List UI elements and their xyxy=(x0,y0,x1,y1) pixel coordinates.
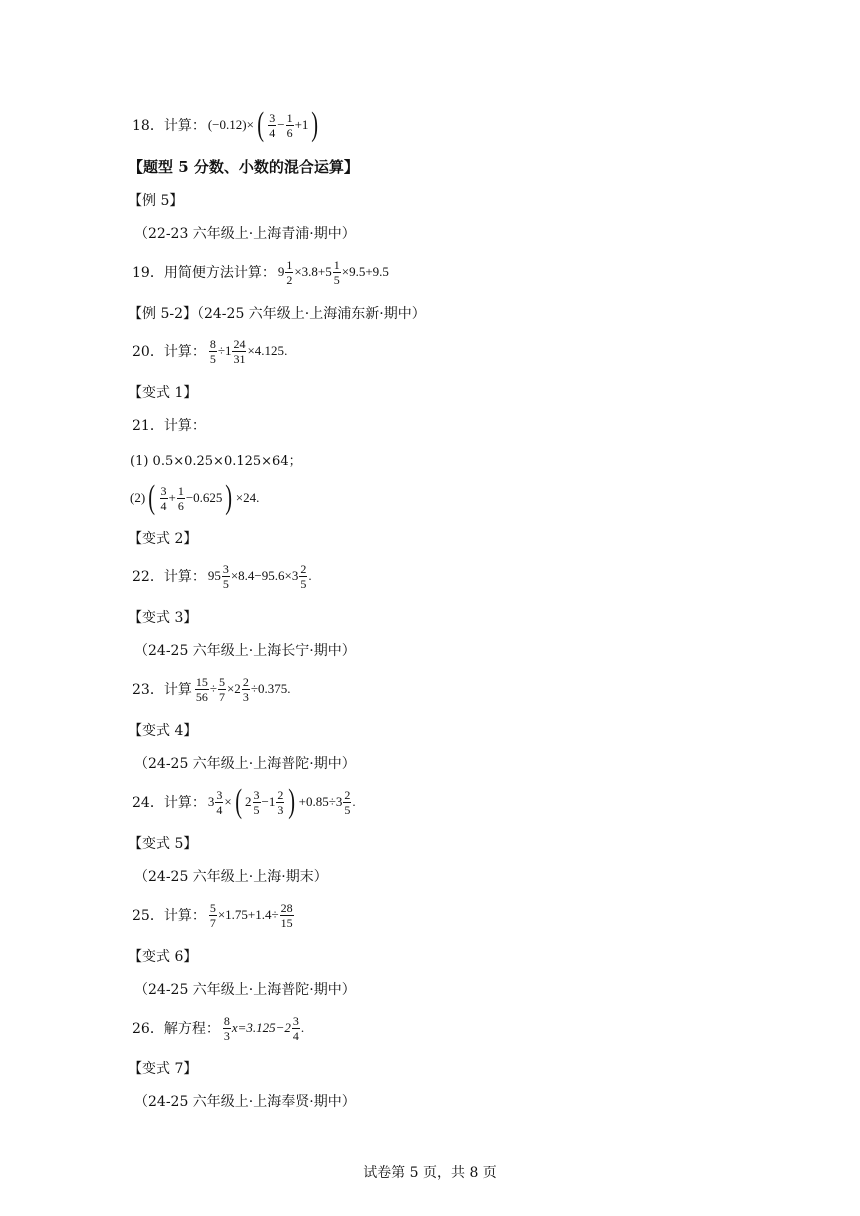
variant-2-label: 【变式 2】 xyxy=(128,531,198,547)
question-20-label: 20．计算： xyxy=(132,344,206,360)
fraction: $\frac{1}{5}$ xyxy=(333,257,340,287)
fraction: $\frac{2}{3}$ xyxy=(242,674,249,704)
example-5-source: （22-23 六年级上·上海青浦·期中） xyxy=(134,226,356,242)
fraction: $\frac{8}{5}$ xyxy=(209,336,216,366)
example-5-2-label: 【例 5-2】（24-25 六年级上·上海浦东新·期中） xyxy=(128,306,426,322)
variant-4-source: （24-25 六年级上·上海普陀·期中） xyxy=(134,756,356,772)
page-footer: 试卷第 5 页，共 8 页 xyxy=(363,1165,497,1181)
question-25 xyxy=(132,895,295,935)
question-23 xyxy=(132,669,290,709)
variant-4-label: 【变式 4】 xyxy=(128,723,198,739)
section-heading: 【题型 5 分数、小数的混合运算】 xyxy=(128,157,359,176)
fraction: $\frac{1}{6}$ xyxy=(286,110,293,140)
fraction: $\frac{28}{15}$ xyxy=(280,900,293,930)
question-26 xyxy=(132,1008,304,1048)
question-20-expression: $\frac{8}{5}$ ÷1 $\frac{24}{31}$ ×4.125 . xyxy=(209,336,288,366)
variant-3-label: 【变式 3】 xyxy=(128,610,198,626)
fraction: $\frac{3}{5}$ xyxy=(222,561,229,591)
fraction: $\frac{3}{4}$ xyxy=(292,1013,299,1043)
variant-6-source: （24-25 六年级上·上海普陀·期中） xyxy=(134,982,356,998)
variant-7-label: 【变式 7】 xyxy=(128,1061,198,1077)
variant-6-label: 【变式 6】 xyxy=(128,949,198,965)
question-18-expression: (−0.12)× ( $\frac{3}{4}$ − $\frac{1}{6}$ +1 ) xyxy=(207,106,319,143)
fraction: $\frac{2}{5}$ xyxy=(300,561,307,591)
fraction: $\frac{3}{5}$ xyxy=(253,787,260,817)
question-22-label: 22．计算： xyxy=(132,569,206,585)
question-19 xyxy=(132,252,389,292)
question-19-expression: 9 $\frac{1}{2}$ ×3.8+5 $\frac{1}{5}$ ×9.5+9.5 xyxy=(277,257,389,287)
question-21-part-1: (1) 0.5×0.25×0.125×64； xyxy=(130,453,302,469)
fraction: $\frac{3}{4}$ xyxy=(269,110,276,140)
question-18 xyxy=(132,105,322,145)
question-21-label: 21．计算： xyxy=(132,418,206,434)
question-25-label: 25．计算： xyxy=(132,908,206,924)
fraction: $\frac{3}{4}$ xyxy=(216,787,223,817)
example-5-label: 【例 5】 xyxy=(128,193,184,209)
variant-3-source: （24-25 六年级上·上海长宁·期中） xyxy=(134,643,356,659)
fraction: $\frac{5}{7}$ xyxy=(218,674,225,704)
variant-5-source: （24-25 六年级上·上海·期末） xyxy=(134,869,328,885)
question-20 xyxy=(132,331,287,371)
fraction: $\frac{1}{6}$ xyxy=(177,483,184,513)
fraction: $\frac{15}{56}$ xyxy=(195,674,208,704)
question-25-expression: $\frac{5}{7}$ ×1.75+1.4÷ $\frac{28}{15}$ xyxy=(209,900,293,930)
question-24-expression: 3 $\frac{3}{4}$ × ( 2 $\frac{3}{5}$ −1 $\frac{2}{3}$ ) +0.85÷3 $\frac{2}{5}$ . xyxy=(207,783,356,820)
fraction: $\frac{5}{7}$ xyxy=(209,900,216,930)
fraction: $\frac{2}{3}$ xyxy=(277,787,284,817)
question-18-label: 18．计算： xyxy=(132,118,206,134)
fraction: $\frac{2}{5}$ xyxy=(344,787,351,817)
question-26-expression: $\frac{8}{3}$ x=3.125−2 $\frac{3}{4}$ . xyxy=(223,1013,305,1043)
variant-5-label: 【变式 5】 xyxy=(128,836,198,852)
question-23-expression: $\frac{15}{56}$ ÷ $\frac{5}{7}$ ×2 $\frac{2}{3}$ ÷0.375 . xyxy=(195,674,291,704)
question-24-label: 24．计算： xyxy=(132,795,206,811)
fraction: $\frac{24}{31}$ xyxy=(233,336,246,366)
fraction: $\frac{1}{2}$ xyxy=(286,257,293,287)
question-24 xyxy=(132,782,356,822)
fraction: $\frac{3}{4}$ xyxy=(160,483,167,513)
question-22-expression: 95 $\frac{3}{5}$ ×8.4−95.6×3 $\frac{2}{5}$ . xyxy=(207,561,312,591)
fraction: $\frac{8}{3}$ xyxy=(223,1013,230,1043)
variant-7-source: （24-25 六年级上·上海奉贤·期中） xyxy=(134,1094,356,1110)
question-19-label: 19．用简便方法计算： xyxy=(132,265,276,281)
question-22 xyxy=(132,556,312,596)
question-23-label: 23．计算 xyxy=(132,682,192,698)
question-26-label: 26．解方程： xyxy=(132,1021,220,1037)
question-21-part-2: (2) ( $\frac{3}{4}$ + $\frac{1}{6}$ −0.625 ) ×24 . xyxy=(130,479,260,516)
variant-1-label: 【变式 1】 xyxy=(128,385,198,401)
